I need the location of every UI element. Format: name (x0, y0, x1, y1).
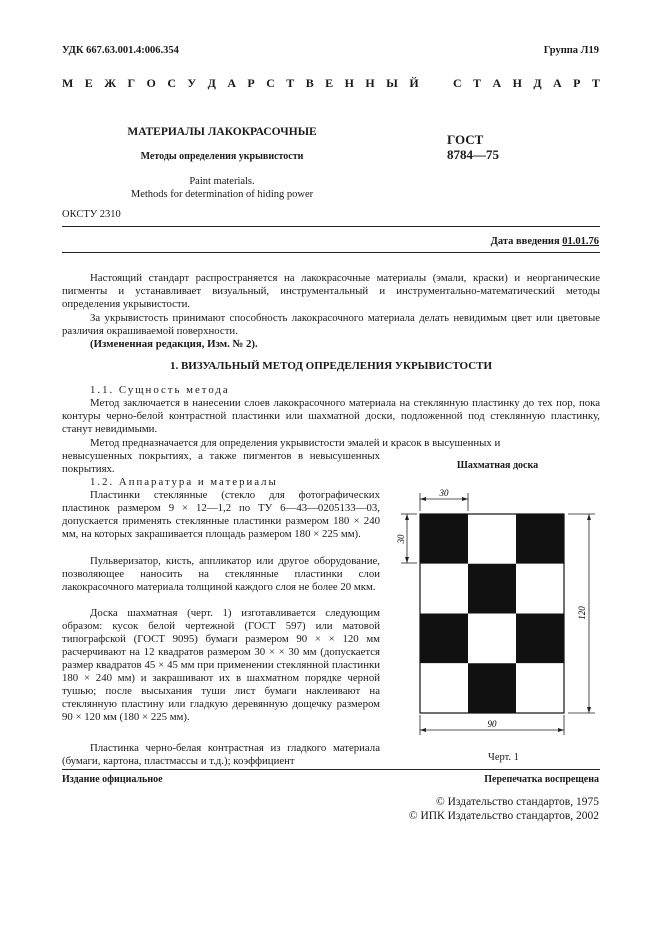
chessboard-black-square (516, 514, 564, 564)
chessboard-black-square (420, 514, 468, 564)
banner-letter: О (146, 76, 156, 90)
chessboard-white-square (468, 614, 516, 664)
glass-plates-text: Пластинки стеклянные (стекло для фотографических пластинок размером 9 × 12—1,2 по ТУ 6—43—0205133—03, допускается применять стеклянные пластинки размером 180 × 240 мм, на которых закрашивается площадь размером 180 × 225 мм). (62, 489, 380, 540)
section-heading: 1. ВИЗУАЛЬНЫЙ МЕТОД ОПРЕДЕЛЕНИЯ УКРЫВИСТОСТИ (169, 360, 493, 372)
banner-letter: Н (512, 76, 522, 90)
date-divider (62, 252, 600, 253)
dimension-right-label: 120 (577, 606, 587, 620)
introduction-date-label: Дата введения (490, 236, 563, 247)
introduction-date (491, 236, 599, 247)
banner-letter: Н (365, 76, 375, 90)
official-edition: Издание официальное (62, 774, 163, 785)
chessboard-white-square (420, 663, 468, 713)
banner-letter: А (492, 76, 502, 90)
standard-banner (62, 76, 600, 91)
english-title-line2: Methods for determination of hiding power (130, 189, 314, 200)
contrast-plate-text: Пластинка черно-белая контрастная из гладкого материала (бумаги, картона, пластмассы и т.д.); коэффициент (62, 742, 380, 767)
dimension-left-label: 30 (396, 534, 406, 544)
figure-caption: Черт. 1 (488, 752, 519, 763)
udk-code: УДК 667.63.001.4:006.354 (62, 45, 179, 56)
chessboard-white-square (516, 663, 564, 713)
dimension-top (420, 488, 468, 511)
chessboard-cells (420, 514, 564, 713)
banner-letter: Е (325, 76, 334, 90)
paragraph-amendment: (Измененная редакция, Изм. № 2). (90, 338, 258, 350)
banner-letter: Т (473, 76, 482, 90)
banner-letter: В (305, 76, 314, 90)
chessboard-white-square (516, 564, 564, 614)
subsection-essence-title: 1.1. Сущность метода (90, 384, 230, 396)
banner-letter: У (187, 76, 197, 90)
document-subtitle: Методы определения укрывистости (140, 151, 304, 162)
dimension-bottom-label: 90 (487, 719, 497, 729)
group-code: Группа Л19 (543, 45, 599, 56)
banner-letter: А (553, 76, 562, 90)
banner-letter: Р (247, 76, 255, 90)
footer-divider (62, 769, 600, 770)
subsection-equipment-title: 1.2. Аппаратура и материалы (90, 476, 278, 488)
banner-letter: Д (533, 76, 542, 90)
copyright-1975: © Издательство стандартов, 1975 (435, 796, 599, 808)
gost-number (447, 132, 499, 162)
dimension-bottom (420, 715, 564, 735)
dimension-right (568, 514, 595, 713)
banner-letter: Ж (104, 76, 117, 90)
banner-letter: Т (591, 76, 600, 90)
document-title: МАТЕРИАЛЫ ЛАКОКРАСОЧНЫЕ (127, 126, 317, 138)
paragraph-scope: Настоящий стандарт распространяется на лакокрасочные материалы (эмали, краски) и неорганические пигменты и устанавливает визуальный, инструментальный и инструментально-математический методы определения укрывистости. (62, 272, 600, 310)
oksty-code: ОКСТУ 2310 (62, 209, 121, 220)
chessboard-black-square (516, 614, 564, 664)
chessboard-white-square (468, 514, 516, 564)
subsection-essence-text: Метод заключается в нанесении слоев лакокрасочного материала на стеклянную пластинку до тех пор, пока контуры черно-белой контрастной пластинки или шахматной доски, подложенной под стеклянную пластинку, станут невидимыми. (62, 397, 600, 435)
banner-letter: Е (84, 76, 93, 90)
banner-letter: Р (573, 76, 581, 90)
gost-code: 8784—75 (447, 147, 499, 162)
spray-equipment-text: Пульверизатор, кисть, аппликатор или другое оборудование, позволяющее наносить на стеклянные пластинки слои лакокрасочного материала толщиной каждого слоя не более 20 мкм. (62, 555, 380, 593)
header-divider (62, 226, 600, 227)
chessboard-white-square (420, 564, 468, 614)
banner-letter: Ы (386, 76, 398, 90)
chessboard-figure (395, 485, 605, 745)
banner-letter: С (167, 76, 176, 90)
copyright-2002: © ИПК Издательство стандартов, 2002 (408, 810, 599, 822)
gost-label: ГОСТ (447, 132, 484, 147)
dimension-left (396, 514, 417, 563)
dimension-top-label: 30 (439, 488, 449, 498)
banner-letter: Й (409, 76, 419, 90)
english-title-line1: Paint materials. (189, 176, 255, 187)
banner-letter: А (227, 76, 236, 90)
paragraph-definition: За укрывистость принимают способность лакокрасочного материала делать невидимым цвет или цветовые различия окрашиваемой поверхности. (62, 312, 600, 337)
method-purpose-text-b: невысушенных покрытиях, а также пигментов в невысушенных покрытиях. (62, 450, 380, 475)
figure-title: Шахматная доска (456, 460, 539, 471)
method-purpose-text-a: Метод предназначается для определения укрывистости эмалей и красок в высушенных и (90, 437, 501, 449)
banner-letter: Д (207, 76, 216, 90)
reprint-notice: Перепечатка воспрещена (484, 774, 599, 785)
banner-letter: Г (127, 76, 136, 90)
chessboard-black-square (468, 663, 516, 713)
chessboard-black-square (468, 564, 516, 614)
english-title (62, 175, 382, 201)
chessboard-text: Доска шахматная (черт. 1) изготавливается следующим образом: кусок белой чертежной (ГОСТ 597) или матовой типографской (ГОСТ 9095) бумаги размером 90 × × 120 мм расчерчивают на 12 квадратов размером 30 × × 30 мм (допускается размер квадратов 45 × 45 мм при применении стеклянной пластинки 180 × 240 мм) и закрашивают их в шахматном порядке черной тушью; после высыхания туши лист бумаги наклеивают на стеклянную пластину или гладкую деревянную дощечку размером 90 × 120 мм (180 × 225 мм). (62, 607, 380, 723)
introduction-date-value: 01.01.76 (562, 236, 599, 247)
banner-letter: Н (344, 76, 354, 90)
banner-letter: Т (286, 76, 295, 90)
banner-letter: С (266, 76, 275, 90)
chessboard-black-square (420, 614, 468, 664)
banner-letter: С (452, 76, 462, 90)
banner-letter: М (62, 76, 74, 90)
